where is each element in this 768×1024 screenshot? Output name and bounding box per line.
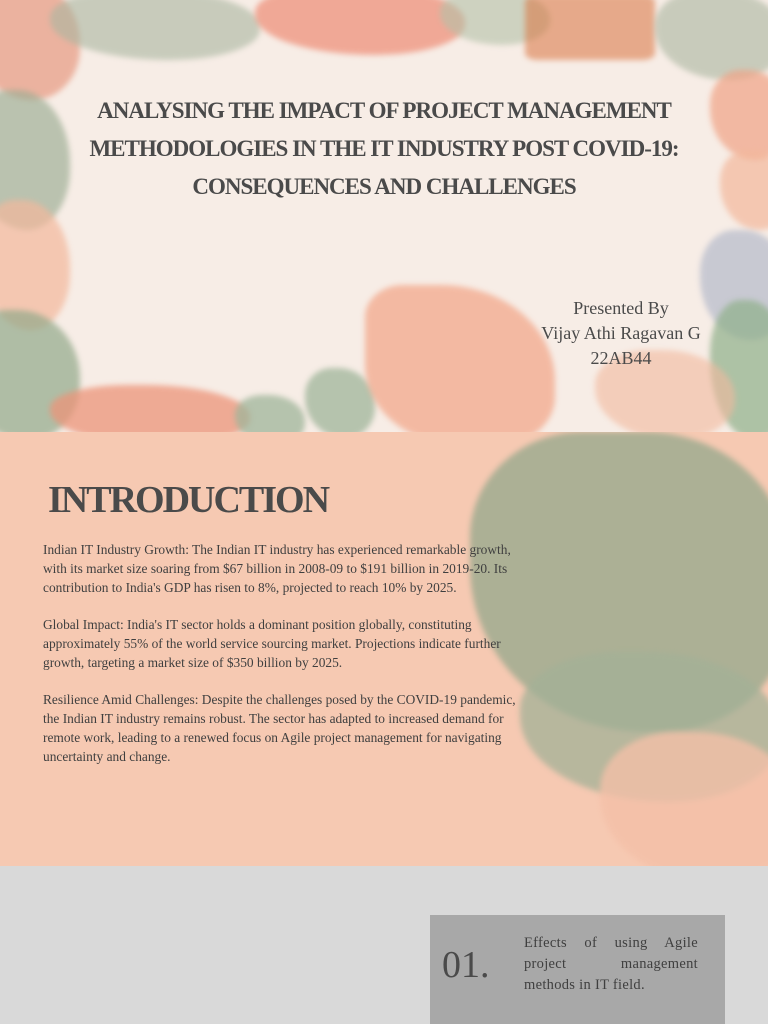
presenter-info — [530, 296, 712, 371]
agenda-card — [430, 915, 725, 1024]
agenda-number: 01. — [442, 944, 490, 986]
paragraph-resilience: Resilience Amid Challenges: Despite the challenges posed by the COVID-19 pandemic, the Indian IT industry remains robust. The sector has adapted to increased demand for remote work, leading to a renewed focus on Agile project management for navigating uncertainty and change. — [43, 692, 516, 764]
title-slide — [0, 0, 768, 432]
paragraph-global-impact: Global Impact: India's IT sector holds a dominant position globally, constituting approximately 55% of the world service sourcing market. Projections indicate further growth, targeting a market size of $350 billion by 2025. — [43, 617, 501, 670]
title-line: CONSEQUENCES AND CHALLENGES — [192, 174, 576, 199]
introduction-body — [43, 540, 521, 784]
presentation-title — [80, 92, 688, 206]
introduction-heading: INTRODUCTION — [48, 479, 329, 521]
introduction-slide — [0, 432, 768, 866]
agenda-text: Effects of using Agile project management methods in IT field. — [524, 935, 698, 993]
presenter-id: 22AB44 — [590, 348, 652, 368]
agenda-slide — [0, 866, 768, 1024]
title-line: ANALYSING THE IMPACT OF PROJECT MANAGEMENT — [97, 98, 671, 123]
title-line: METHODOLOGIES IN THE IT INDUSTRY POST COVID-19: — [89, 136, 679, 161]
presenter-label: Presented By — [573, 298, 669, 318]
presenter-name: Vijay Athi Ragavan G — [541, 323, 701, 343]
paragraph-it-growth: Indian IT Industry Growth: The Indian IT industry has experienced remarkable growth, with its market size soaring from $67 billion in 2008-09 to $191 billion in 2019-20. Its contribution to India's GDP has risen to 8%, projected to reach 10% by 2025. — [43, 542, 511, 595]
